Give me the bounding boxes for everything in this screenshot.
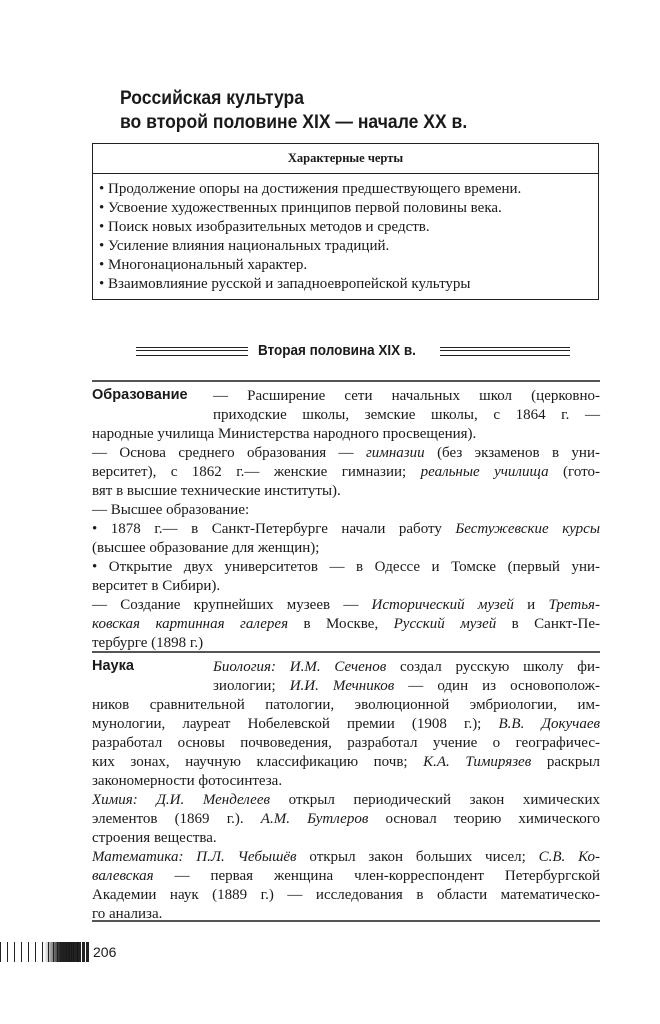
italic-term: валевская <box>92 868 154 884</box>
text-line <box>92 520 600 539</box>
feature-item: • Поиск новых изобразительных методов и средств. <box>99 218 598 237</box>
text-segment: (без экзаменов в уни- <box>424 445 600 461</box>
text-line <box>92 867 600 886</box>
text-segment: Академии наук (1889 г.) — исследования в области математическо- <box>92 887 600 903</box>
text-line <box>92 558 600 577</box>
divider <box>92 651 600 653</box>
text-line <box>92 539 600 558</box>
text-line <box>92 696 600 715</box>
feature-item: • Многонациональный характер. <box>99 256 598 275</box>
italic-term: А.М. Бутлеров <box>260 811 369 827</box>
features-list <box>93 174 598 294</box>
italic-term: Химия: Д.И. Менделеев <box>92 792 271 808</box>
page-number: 206 <box>93 944 117 960</box>
text-segment: — Основа среднего образования — <box>92 445 366 461</box>
text-segment: го анализа. <box>92 906 163 922</box>
text-line <box>92 848 600 867</box>
section-title: Вторая половина XIX в. <box>258 342 416 359</box>
divider <box>92 920 600 922</box>
italic-term: И.И. Мечников <box>289 678 395 694</box>
text-line <box>92 501 600 520</box>
text-line <box>92 829 600 848</box>
text-line <box>92 596 600 615</box>
text-segment: — один из основополож- <box>394 678 601 694</box>
text-line <box>92 482 600 501</box>
education-label: Образование <box>92 387 188 403</box>
text-segment: закономерности фотосинтеза. <box>92 773 283 789</box>
text-segment: раскрыл <box>531 754 600 770</box>
text-segment: — Расширение сети начальных школ (церковно- <box>213 388 600 404</box>
italic-term: С.В. Ко- <box>538 849 600 865</box>
text-segment: ких зонах, научную классификацию почв; <box>92 754 424 770</box>
science-label: Наука <box>92 658 134 674</box>
text-line <box>92 886 600 905</box>
text-segment: • 1878 г.— в Санкт-Петербурге начали работу <box>92 521 456 537</box>
feature-item: • Усвоение художественных принципов первой половины века. <box>99 199 598 218</box>
decorative-rule <box>440 347 570 356</box>
text-segment: элементов (1869 г.). <box>92 811 261 827</box>
italic-term: К.А. Тимирязев <box>423 754 532 770</box>
italic-term: ковская картинная галерея <box>92 616 289 632</box>
text-segment: (гото- <box>548 464 600 480</box>
text-line <box>92 463 600 482</box>
text-segment: вят в высшие технические институты). <box>92 483 341 499</box>
text-line <box>92 753 600 772</box>
barcode-bar <box>7 942 14 962</box>
text-segment: основал теорию химического <box>368 811 601 827</box>
barcode-bar <box>28 942 35 962</box>
italic-term: гимназии <box>365 445 425 461</box>
features-table <box>92 143 599 300</box>
text-segment: разработал основы почвоведения, разработал учение о географичес- <box>92 735 600 751</box>
text-segment: зиологии; <box>213 678 290 694</box>
text-segment: строения вещества. <box>92 830 217 846</box>
divider <box>92 380 600 382</box>
barcode-bar <box>14 942 21 962</box>
text-line <box>213 406 600 425</box>
text-line <box>213 677 600 696</box>
title-line: во второй половине XIX — начале XX в. <box>120 111 468 133</box>
text-line <box>213 387 600 406</box>
text-line <box>92 791 600 810</box>
section-heading <box>0 340 660 362</box>
italic-term: реальные училища <box>420 464 549 480</box>
text-segment: открыл закон больших чисел; <box>296 849 539 865</box>
barcode-bar <box>86 942 90 962</box>
text-segment: ников сравнительной патологии, эволюционной эмбриологии, им- <box>92 697 600 713</box>
text-line <box>213 658 600 677</box>
features-header: Характерные черты <box>93 144 598 174</box>
text-segment: в Санкт-Пе- <box>496 616 600 632</box>
italic-term: Математика: П.Л. Чебышёв <box>92 849 297 865</box>
text-segment: приходские школы, земские школы, с 1864 г. — <box>213 407 600 423</box>
feature-item: • Взаимовлияние русской и западноевропейской культуры <box>99 275 598 294</box>
text-segment: верситет), с 1862 г.— женские гимназии; <box>92 464 421 480</box>
text-line <box>92 577 600 596</box>
italic-term: Исторический музей <box>371 597 514 613</box>
text-segment: народные училища Министерства народного просвещения). <box>92 426 477 442</box>
title-line: Российская культура <box>120 87 305 109</box>
barcode-bar <box>0 942 7 962</box>
text-line <box>92 444 600 463</box>
page-edge-barcode <box>0 942 80 962</box>
text-line <box>92 615 600 634</box>
education-text <box>92 387 600 653</box>
page-title <box>120 86 467 134</box>
text-segment: — первая женщина член-корреспондент Петербургской <box>153 868 600 884</box>
text-segment: верситет в Сибири). <box>92 578 221 594</box>
italic-term: Бестужевские курсы <box>455 521 600 537</box>
text-line <box>92 772 600 791</box>
text-segment: (высшее образование для женщин); <box>92 540 320 556</box>
text-segment: и <box>513 597 549 613</box>
science-text <box>92 658 600 924</box>
text-segment: мунологии, лауреат Нобелевской премии (1908 г.); <box>92 716 499 732</box>
italic-term: Биология: И.М. Сеченов <box>213 659 387 675</box>
text-segment: тербурге (1898 г.) <box>92 635 204 651</box>
text-line <box>92 810 600 829</box>
italic-term: В.В. Докучаев <box>498 716 601 732</box>
text-line <box>92 425 600 444</box>
text-segment: в Москве, <box>288 616 394 632</box>
decorative-rule <box>136 347 248 356</box>
text-line <box>92 715 600 734</box>
barcode-bar <box>35 942 42 962</box>
italic-term: Третья- <box>548 597 600 613</box>
text-segment: — Создание крупнейших музеев — <box>92 597 372 613</box>
text-segment: — Высшее образование: <box>92 502 250 518</box>
text-segment: открыл периодический закон химических <box>270 792 600 808</box>
text-line <box>92 734 600 753</box>
feature-item: • Продолжение опоры на достижения предшествующего времени. <box>99 180 598 199</box>
text-segment: создал русскую школу фи- <box>386 659 600 675</box>
text-segment: • Открытие двух университетов — в Одессе и Томске (первый уни- <box>92 559 600 575</box>
italic-term: Русский музей <box>393 616 497 632</box>
barcode-bar <box>21 942 28 962</box>
feature-item: • Усиление влияния национальных традиций. <box>99 237 598 256</box>
